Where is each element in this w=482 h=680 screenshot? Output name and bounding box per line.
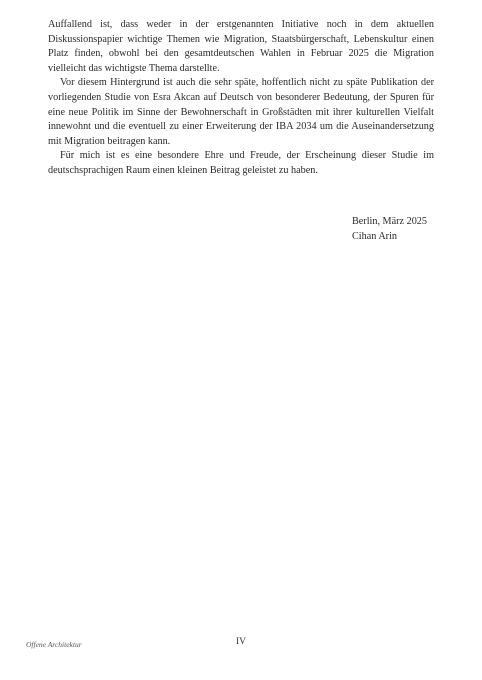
signature-place-date: Berlin, März 2025	[352, 216, 427, 227]
footer-series-title: Offene Architektur	[26, 640, 82, 649]
paragraph: Vor diesem Hintergrund ist auch die sehr späte, hoffentlich nicht zu späte Publikation der vorliegenden Studie von Esra Akcan auf Deutsch von besonderer Bedeutung, der Spuren für eine neue Politik im Sinne der Bewohnerschaft in Großstädten mit ihrer kulturellen Vielfalt innewohnt und die eventuell zu einer Erweiterung der IBA 2034 um die Auseinandersetzung mit Migration beitragen kann.	[48, 77, 434, 147]
signature-block	[294, 215, 434, 244]
body-text	[48, 18, 434, 179]
paragraph: Auffallend ist, dass weder in der erstgenannten Initiative noch in dem aktuellen Diskussionspapier wichtige Themen wie Migration, Staatsbürgerschaft, Lebenskultur einen Platz finden, obwohl bei den gesamtdeutschen Wahlen in Februar 2025 die Migration vielleicht das wichtigste Thema darstellte.	[48, 19, 434, 74]
page-number: IV	[235, 637, 247, 647]
paragraph: Für mich ist es eine besondere Ehre und Freude, der Erscheinung dieser Studie im deutschsprachigen Raum einen kleinen Beitrag geleistet zu haben.	[48, 150, 434, 176]
signature-author: Cihan Arin	[352, 230, 397, 242]
